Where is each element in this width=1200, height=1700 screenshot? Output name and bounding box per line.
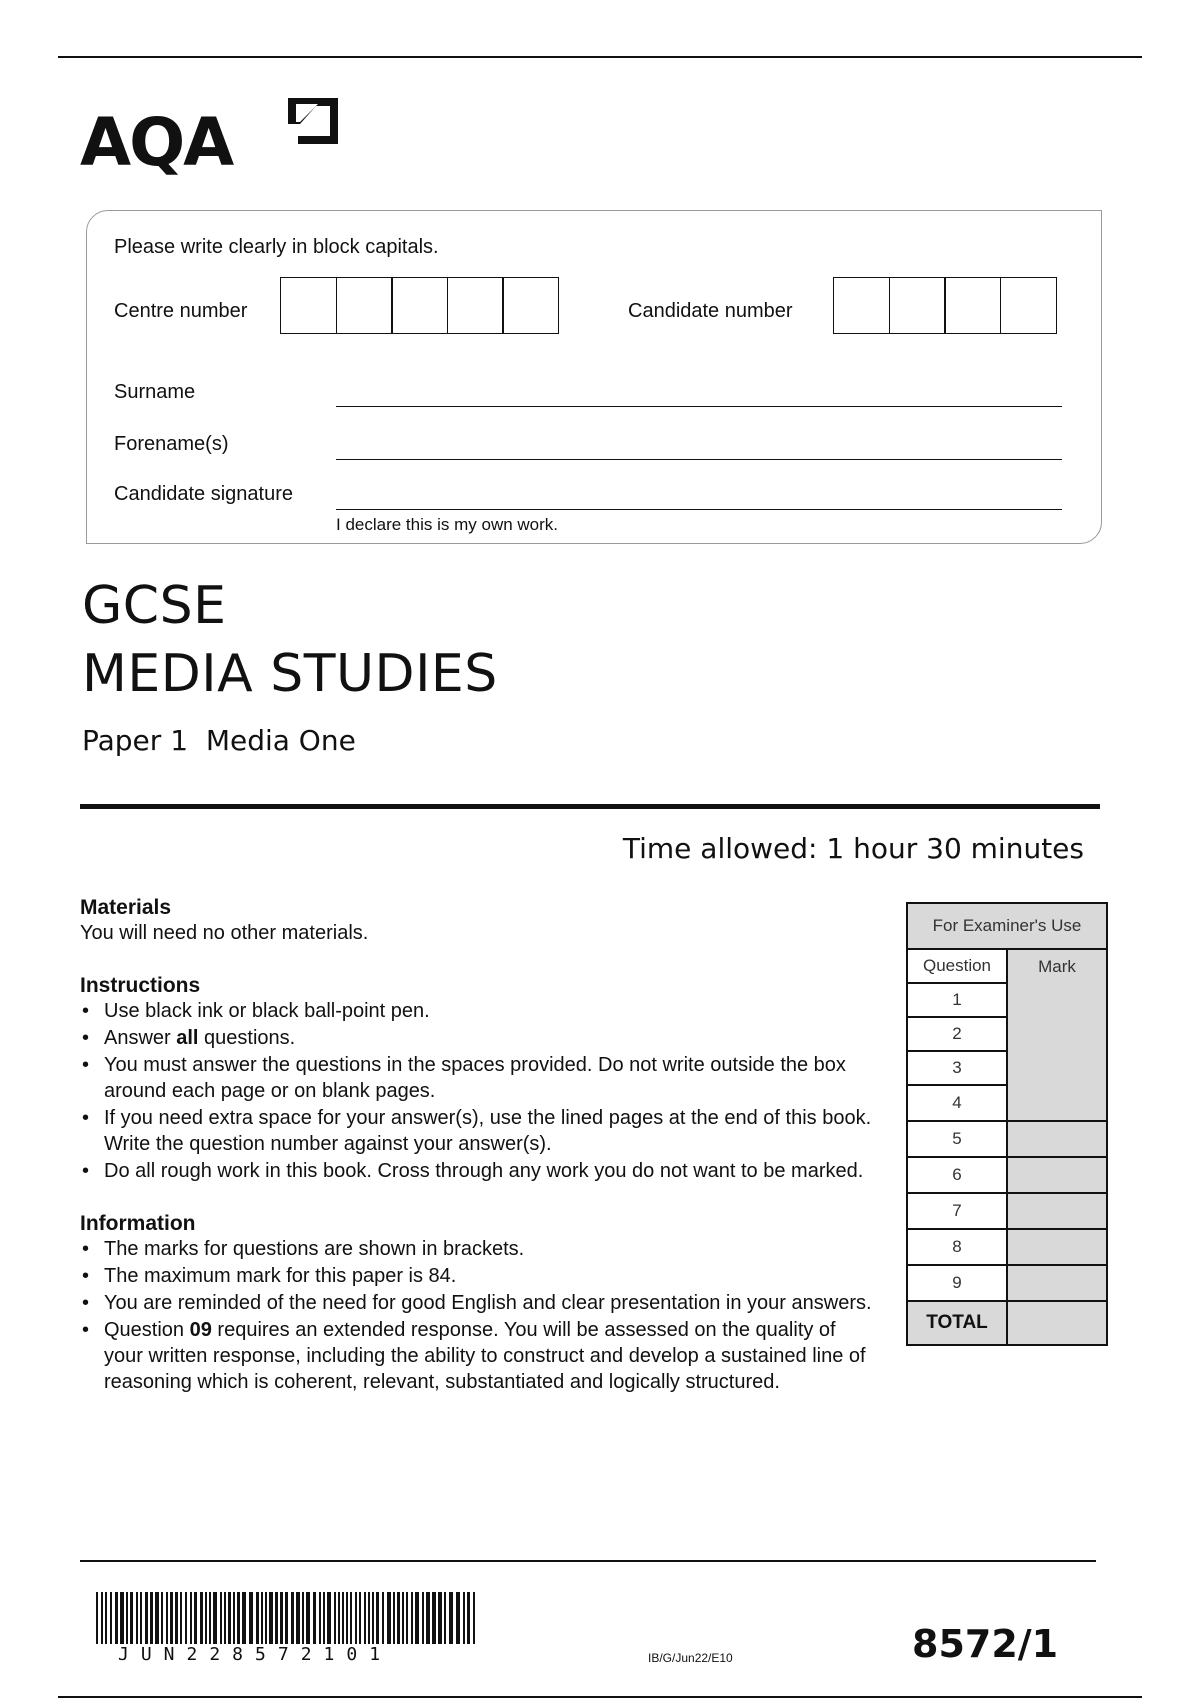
barcode-bar	[265, 1592, 267, 1644]
centre-number-box[interactable]	[336, 277, 393, 334]
barcode-bar	[205, 1592, 207, 1644]
table-row	[908, 1086, 1106, 1122]
barcode-bar	[140, 1592, 142, 1644]
question-number: 2	[908, 1018, 1008, 1052]
barcode-bar	[302, 1592, 304, 1644]
list-item: • You are reminded of the need for good English and clear presentation in your answers.	[80, 1290, 880, 1316]
surname-field[interactable]	[336, 406, 1062, 407]
barcode-bar	[376, 1592, 379, 1644]
barcode-bar	[387, 1592, 391, 1644]
candidate-number-label: Candidate number	[628, 300, 793, 322]
table-row	[908, 1052, 1106, 1086]
logo-mark-icon	[282, 94, 342, 152]
barcode-bar	[355, 1592, 357, 1644]
barcode-bar	[130, 1592, 133, 1644]
barcode-bar	[350, 1592, 352, 1644]
question-number: 3	[908, 1052, 1008, 1086]
barcode-bar	[105, 1592, 107, 1644]
question-number: 5	[908, 1122, 1008, 1156]
barcode-bar	[372, 1592, 374, 1644]
centre-number-label: Centre number	[114, 300, 248, 322]
aqa-logo	[80, 94, 350, 184]
barcode-bar	[170, 1592, 173, 1644]
mark-cell[interactable]	[1008, 1230, 1106, 1264]
examiner-table-title: For Examiner's Use	[908, 904, 1106, 950]
question-column-header: Question	[908, 950, 1008, 984]
candidate-number-box[interactable]	[833, 277, 890, 334]
question-number: 4	[908, 1086, 1008, 1120]
list-item-bold: 09	[189, 1319, 212, 1341]
examiner-use-table	[906, 902, 1108, 1346]
mark-cell[interactable]	[1008, 984, 1106, 1018]
question-number: 6	[908, 1158, 1008, 1192]
logo-text: AQA	[80, 104, 233, 181]
table-row	[908, 1018, 1106, 1052]
barcode-bar	[269, 1592, 273, 1644]
mark-cell[interactable]	[1008, 1266, 1106, 1300]
centre-number-field[interactable]	[280, 277, 558, 334]
subject-title: MEDIA STUDIES	[82, 644, 498, 704]
barcode-bar	[242, 1592, 246, 1644]
mark-cell[interactable]	[1008, 1194, 1106, 1228]
signature-field[interactable]	[336, 509, 1062, 510]
qualification-title: GCSE	[82, 576, 227, 636]
barcode-bar	[96, 1592, 98, 1644]
barcode-text: JUN228572101	[118, 1644, 393, 1665]
bottom-rule	[58, 1696, 1142, 1698]
list-item-after: requires an extended response. You will be assessed on the quality of your written response, including the ability to construct and develop a sustained line of reasoning which is coherent, relevant, substantiated and logically structured.	[104, 1319, 866, 1393]
title-rule	[80, 804, 1100, 809]
list-item: • The marks for questions are shown in brackets.	[80, 1236, 880, 1262]
barcode-bar	[432, 1592, 436, 1644]
barcode-bar	[166, 1592, 168, 1644]
question-number: 9	[908, 1266, 1008, 1300]
question-number: 1	[908, 984, 1008, 1018]
mark-cell[interactable]	[1008, 1018, 1106, 1052]
signature-label: Candidate signature	[114, 483, 294, 505]
barcode-bar	[438, 1592, 442, 1644]
barcode-bar	[110, 1592, 112, 1644]
total-row	[908, 1302, 1106, 1344]
time-allowed: Time allowed: 1 hour 30 minutes	[622, 832, 1084, 865]
declaration-text: I declare this is my own work.	[336, 515, 559, 534]
barcode-bar	[393, 1592, 395, 1644]
barcode-bar	[291, 1592, 294, 1644]
barcode-bar	[342, 1592, 344, 1644]
list-item: • Use black ink or black ball-point pen.	[80, 998, 880, 1024]
barcode-bar	[150, 1592, 153, 1644]
barcode-bar	[402, 1592, 404, 1644]
list-item	[80, 1025, 880, 1051]
barcode-bar	[275, 1592, 278, 1644]
paper-code: 8572/1	[912, 1622, 1059, 1666]
barcode-bar	[285, 1592, 288, 1644]
candidate-number-field[interactable]	[833, 277, 1055, 334]
table-row	[908, 1158, 1106, 1194]
mark-column-header: Mark	[1008, 950, 1106, 984]
list-item	[80, 1317, 880, 1395]
barcode-bar	[411, 1592, 413, 1644]
top-rule	[58, 56, 1142, 58]
barcode-bar	[467, 1592, 470, 1644]
barcode-bar	[280, 1592, 283, 1644]
surname-label: Surname	[114, 381, 196, 403]
centre-number-box[interactable]	[391, 277, 448, 334]
mark-cell[interactable]	[1008, 1158, 1106, 1192]
materials-heading: Materials	[80, 896, 172, 919]
question-number: 8	[908, 1230, 1008, 1264]
barcode-bar	[101, 1592, 103, 1644]
barcode-bar	[136, 1592, 138, 1644]
barcode-bar	[115, 1592, 118, 1644]
barcode-bar	[228, 1592, 231, 1644]
barcode-bar	[327, 1592, 331, 1644]
barcode-bar	[233, 1592, 235, 1644]
barcode-bar	[359, 1592, 361, 1644]
materials-text: You will need no other materials.	[80, 922, 369, 944]
barcode-bar	[422, 1592, 424, 1644]
list-item-before: Question	[104, 1319, 190, 1341]
list-item-before: Answer	[104, 1027, 177, 1049]
barcode-bar	[190, 1592, 192, 1644]
barcode-icon	[96, 1592, 480, 1644]
barcode-bar	[313, 1592, 316, 1644]
barcode-bar	[382, 1592, 384, 1644]
barcode-bar	[175, 1592, 178, 1644]
barcode-bar	[406, 1592, 408, 1644]
reference-code: IB/G/Jun22/E10	[648, 1651, 733, 1665]
centre-number-box[interactable]	[447, 277, 504, 334]
barcode-bar	[261, 1592, 263, 1644]
barcode-bar	[368, 1592, 370, 1644]
barcode-bar	[155, 1592, 159, 1644]
table-row	[908, 1122, 1106, 1158]
centre-number-box[interactable]	[280, 277, 337, 334]
candidate-number-box[interactable]	[944, 277, 1001, 334]
barcode-bar	[185, 1592, 187, 1644]
barcode-bar	[249, 1592, 253, 1644]
barcode-bar	[209, 1592, 211, 1644]
table-row	[908, 1194, 1106, 1230]
table-row	[908, 984, 1106, 1018]
forenames-label: Forename(s)	[114, 433, 229, 455]
barcode-bar	[415, 1592, 419, 1644]
candidate-number-box[interactable]	[1000, 277, 1057, 334]
barcode-bar	[473, 1592, 475, 1644]
barcode-bar	[256, 1592, 259, 1644]
barcode-bar	[444, 1592, 446, 1644]
barcode-bar	[120, 1592, 124, 1644]
barcode-bar	[456, 1592, 460, 1644]
candidate-number-box[interactable]	[889, 277, 946, 334]
barcode-bar	[338, 1592, 340, 1644]
barcode-bar	[346, 1592, 348, 1644]
footer-rule	[80, 1560, 1096, 1562]
barcode-bar	[126, 1592, 128, 1644]
barcode-bar	[180, 1592, 182, 1644]
barcode-bar	[323, 1592, 325, 1644]
barcode-bar	[161, 1592, 163, 1644]
barcode-bar	[426, 1592, 430, 1644]
table-row	[908, 1230, 1106, 1266]
forenames-field[interactable]	[336, 459, 1062, 460]
barcode-bar	[397, 1592, 400, 1644]
info-column	[80, 896, 880, 1396]
instructions-heading: Instructions	[80, 974, 201, 997]
barcode-bar	[145, 1592, 148, 1644]
mark-cell[interactable]	[1008, 1052, 1106, 1086]
barcode-bar	[220, 1592, 222, 1644]
barcode-bar	[213, 1592, 217, 1644]
paper-title: Paper 1 Media One	[82, 724, 356, 757]
information-list	[80, 1236, 880, 1395]
list-item-bold: all	[176, 1027, 199, 1049]
barcode-bar	[194, 1592, 197, 1644]
centre-number-box[interactable]	[502, 277, 559, 334]
barcode-bar	[334, 1592, 336, 1644]
barcode-bar	[237, 1592, 240, 1644]
mark-cell[interactable]	[1008, 1122, 1106, 1156]
list-item-after: questions.	[198, 1027, 296, 1049]
examiner-table-header	[908, 950, 1106, 984]
mark-cell[interactable]	[1008, 1086, 1106, 1120]
barcode-bar	[449, 1592, 453, 1644]
list-item: • Do all rough work in this book. Cross through any work you do not want to be marked.	[80, 1158, 880, 1184]
barcode-bar	[224, 1592, 226, 1644]
form-instruction: Please write clearly in block capitals.	[114, 236, 439, 258]
barcode-bar	[306, 1592, 310, 1644]
barcode-bar	[319, 1592, 321, 1644]
barcode-bar	[463, 1592, 465, 1644]
barcode-bar	[296, 1592, 300, 1644]
table-row	[908, 1266, 1106, 1302]
total-mark-cell[interactable]	[1008, 1302, 1106, 1344]
question-number: 7	[908, 1194, 1008, 1228]
total-label: TOTAL	[908, 1302, 1008, 1344]
barcode-bar	[200, 1592, 203, 1644]
information-heading: Information	[80, 1212, 196, 1235]
list-item: • The maximum mark for this paper is 84.	[80, 1263, 880, 1289]
barcode-bar	[364, 1592, 366, 1644]
instructions-list	[80, 998, 880, 1184]
list-item: • If you need extra space for your answer(s), use the lined pages at the end of this book. Write the question number against your answer(s).	[80, 1105, 880, 1157]
list-item: • You must answer the questions in the spaces provided. Do not write outside the box around each page or on blank pages.	[80, 1052, 880, 1104]
